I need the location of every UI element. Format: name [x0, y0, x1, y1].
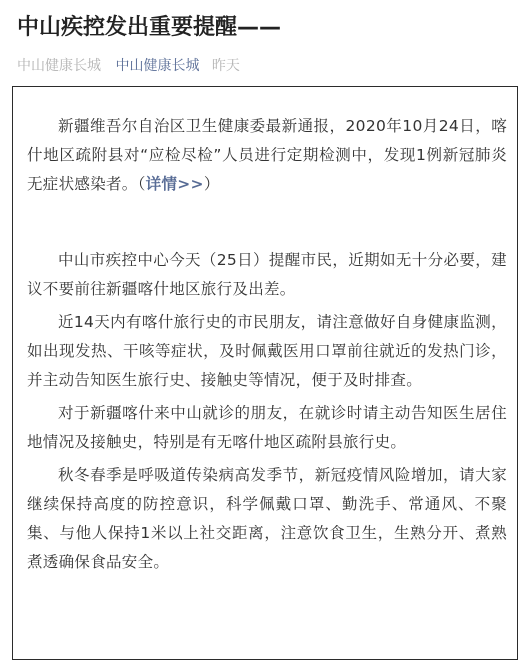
paragraph-2: 中山市疾控中心今天（25日）提醒市民，近期如无十分必要，建议不要前往新疆喀什地区旅行及出差。: [27, 251, 507, 298]
publish-time: 昨天: [211, 58, 240, 74]
article-title: 中山疾控发出重要提醒——: [17, 15, 282, 40]
article-source: 中山健康长城: [17, 58, 101, 74]
article-card: [12, 86, 518, 660]
article-header: [0, 0, 532, 76]
paragraph-5: 秋冬春季是呼吸道传染病高发季节，新冠疫情风险增加，请大家继续保持高度的防控意识，科学佩戴口罩、勤洗手、常通风、不聚集、与他人保持1米以上社交距离，注意饮食卫生，生熟分开、煮熟煮透确保食品安全。: [27, 466, 507, 571]
article-content: [27, 112, 507, 581]
paragraph-1: [27, 112, 507, 199]
article-meta: [17, 56, 516, 76]
paragraph-4: 对于新疆喀什来中山就诊的朋友，在就诊时请主动告知医生居住地情况及接触史，特别是有无喀什地区疏附县旅行史。: [27, 404, 507, 451]
paragraph-1-end: ）: [203, 175, 220, 193]
details-link[interactable]: 详情>>: [145, 175, 204, 193]
paragraph-spacer: [27, 203, 507, 246]
account-name-link[interactable]: 中山健康长城: [115, 58, 200, 74]
paragraph-3: 近14天内有喀什旅行史的市民朋友，请注意做好自身健康监测，如出现发热、干咳等症状，及时佩戴医用口罩前往就近的发热门诊，并主动告知医生旅行史、接触史等情况，便于及时排查。: [27, 313, 507, 389]
paragraph-1-text: 新疆维吾尔自治区卫生健康委最新通报，2020年10月24日，喀什地区疏附县对“应检尽检”人员进行定期检测中，发现1例新冠肺炎无症状感染者。（: [27, 117, 507, 193]
